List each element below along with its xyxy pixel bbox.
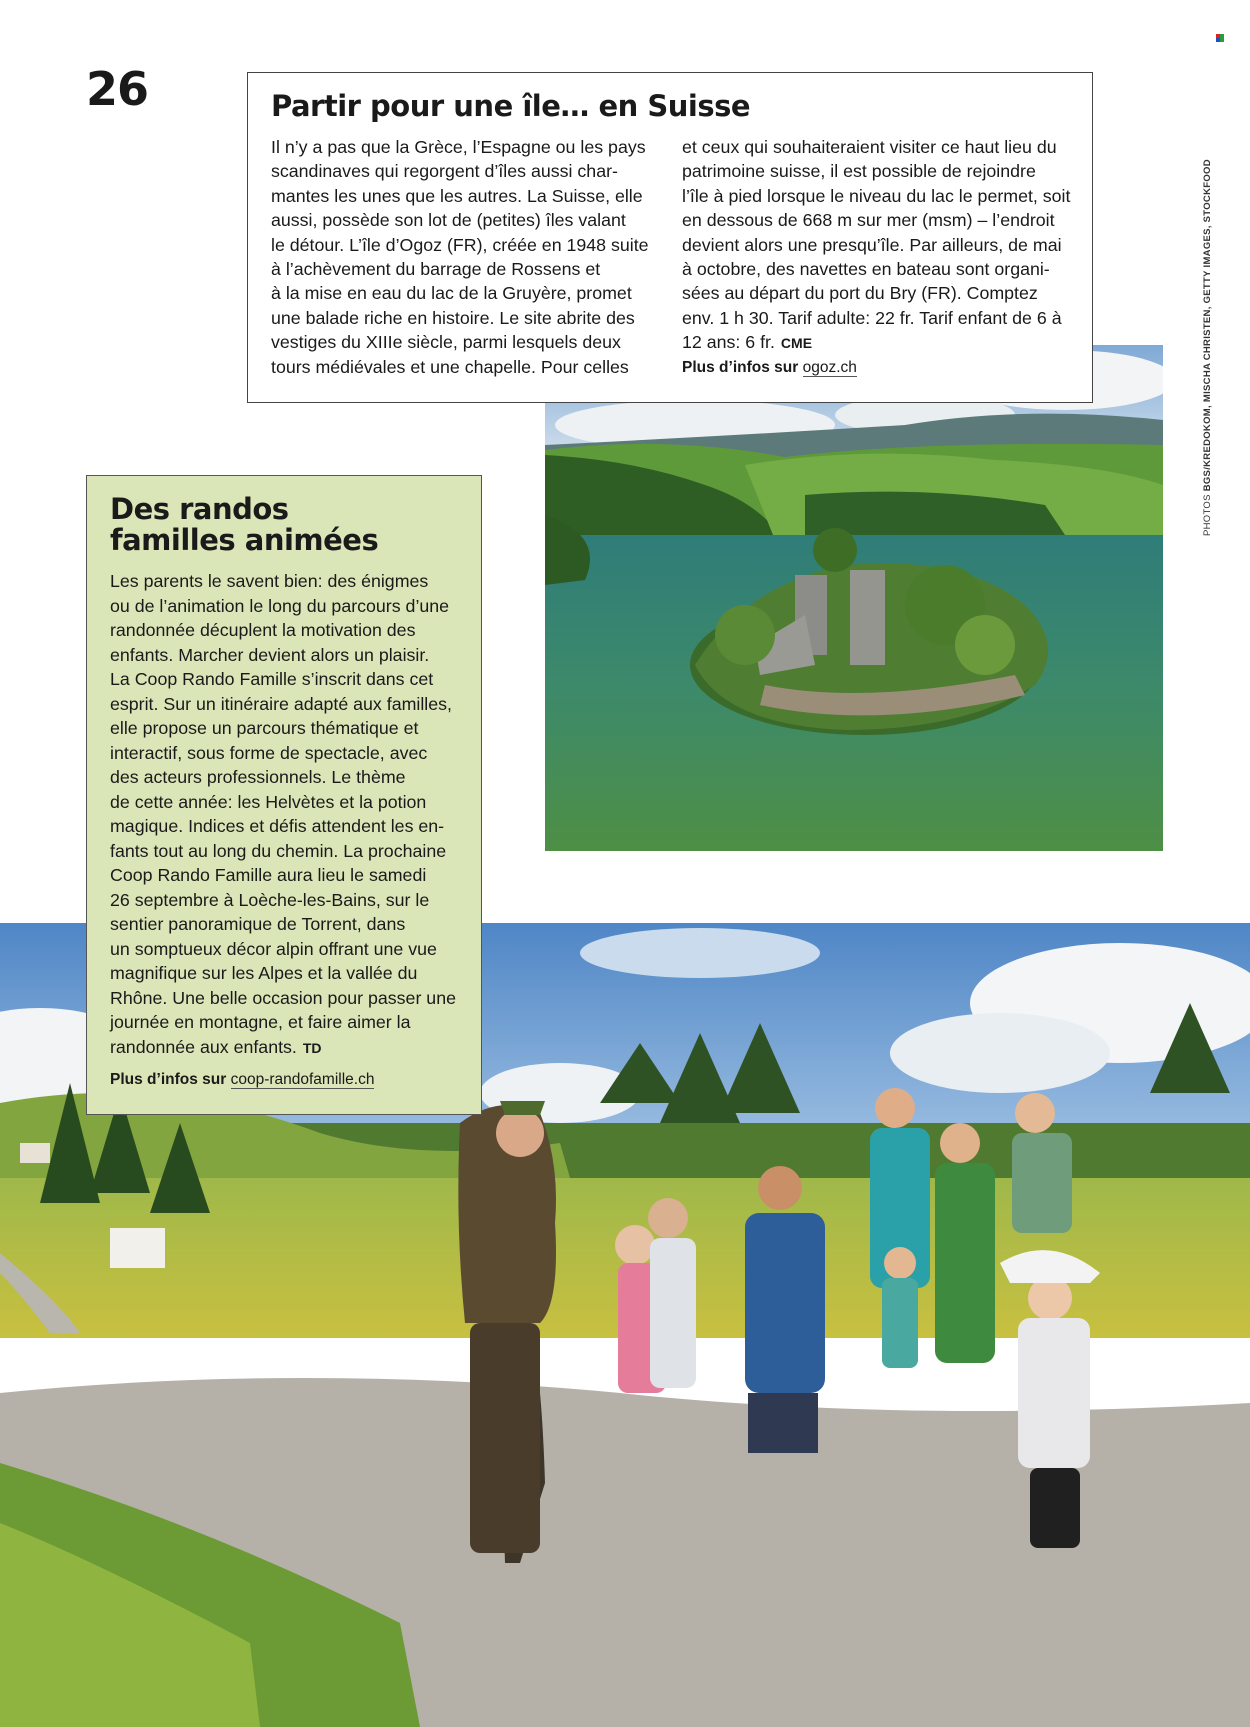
sidebar-line: fants tout au long du chemin. La prochaine xyxy=(110,840,447,861)
article-line: le détour. L’île d’Ogoz (FR), créée en 1948 suite xyxy=(271,234,649,255)
sidebar-line: interactif, sous forme de spectacle, avec xyxy=(110,742,428,763)
article-line: tours médiévales et une chapelle. Pour celles xyxy=(271,356,629,377)
sidebar-line: un somptueux décor alpin offrant une vue xyxy=(110,938,437,959)
family-hikes-box xyxy=(86,475,482,1115)
page-number: 26 xyxy=(86,62,149,116)
sidebar-line: enfants. Marcher devient alors un plaisir. xyxy=(110,644,430,665)
article-last-line: 12 ans: 6 fr. CME xyxy=(682,332,813,353)
article-line: aussi, possède son lot de (petites) îles valant xyxy=(271,210,626,231)
article-line: à l’achèvement du barrage de Rossens et xyxy=(271,259,601,280)
sidebar-line: journée en montagne, et faire aimer la xyxy=(110,1012,411,1032)
article-line: devient alors une presqu’île. Par ailleurs, de mai xyxy=(682,234,1062,255)
coop-randofamille-link[interactable]: coop-randofamille.ch xyxy=(230,1071,375,1088)
sidebar-line: Coop Rando Famille aura lieu le samedi xyxy=(110,865,427,885)
more-info: Plus d’infos sur ogoz.ch xyxy=(682,358,857,376)
article-title: Partir pour une île… en Suisse xyxy=(271,89,751,123)
article-column-left xyxy=(271,135,656,379)
article-line: sées au départ du port du Bry (FR). Comptez xyxy=(682,283,1038,304)
article-line: et ceux qui souhaiteraient visiter ce haut lieu du xyxy=(682,137,1057,157)
article-line: mantes les unes que les autres. La Suisse, elle xyxy=(271,185,643,206)
sidebar-title: Des randos familles animées xyxy=(110,492,379,557)
color-mark-icon xyxy=(1216,34,1224,42)
sidebar-last-line: randonnée aux enfants. TD xyxy=(110,1036,322,1057)
sidebar-line: Rhône. Une belle occasion pour passer une xyxy=(110,987,456,1008)
article-line: env. 1 h 30. Tarif adulte: 22 fr. Tarif enfant de 6 à xyxy=(682,307,1062,328)
sidebar-line: Les parents le savent bien: des énigmes xyxy=(110,571,429,591)
article-line: Il n’y a pas que la Grèce, l’Espagne ou les pays xyxy=(271,137,646,157)
article-line: à la mise en eau du lac de la Gruyère, promet xyxy=(271,283,632,304)
article-line: en dessous de 668 m sur mer (msm) – l’endroit xyxy=(682,210,1055,231)
sidebar-body xyxy=(110,569,470,1093)
article-line: vestiges du XIIIe siècle, parmi lesquels deux xyxy=(271,332,621,353)
article-line: une balade riche en histoire. Le site abrite des xyxy=(271,307,635,328)
author-initials: CME xyxy=(780,335,813,352)
article-line: à octobre, des navettes en bateau sont organi- xyxy=(682,259,1050,280)
article-column-right xyxy=(682,135,1077,380)
sidebar-line: randonnée décuplent la motivation des xyxy=(110,620,416,640)
ogoz-link[interactable]: ogoz.ch xyxy=(802,358,857,376)
more-info: Plus d’infos sur coop-randofamille.ch xyxy=(110,1071,375,1088)
article-line: scandinaves qui regorgent d’îles aussi char- xyxy=(271,161,618,182)
sidebar-line: La Coop Rando Famille s’inscrit dans cet xyxy=(110,669,434,689)
island-article xyxy=(247,72,1093,403)
sidebar-line: ou de l’animation le long du parcours d’une xyxy=(110,595,450,616)
sidebar-line: magnifique sur les Alpes et la vallée du xyxy=(110,963,418,983)
photo-credits: PHOTOS BGS/KREDOKOM, MISCHA CHRISTEN, GETTY IMAGES, STOCKFOOD xyxy=(1202,159,1213,536)
sidebar-line: elle propose un parcours thématique et xyxy=(110,718,419,738)
sidebar-line: magique. Indices et défis attendent les en- xyxy=(110,816,445,836)
sidebar-line: de cette année: les Helvètes et la potion xyxy=(110,791,427,812)
sidebar-line: 26 septembre à Loèche-les-Bains, sur le xyxy=(110,889,430,910)
sidebar-line: sentier panoramique de Torrent, dans xyxy=(110,914,406,934)
article-line: patrimoine suisse, il est possible de rejoindre xyxy=(682,161,1036,182)
article-line: l’île à pied lorsque le niveau du lac le permet, soit xyxy=(682,185,1071,206)
author-initials: TD xyxy=(302,1039,322,1056)
island-photo xyxy=(545,345,1163,851)
sidebar-line: esprit. Sur un itinéraire adapté aux familles, xyxy=(110,693,452,714)
sidebar-line: des acteurs professionnels. Le thème xyxy=(110,767,406,787)
